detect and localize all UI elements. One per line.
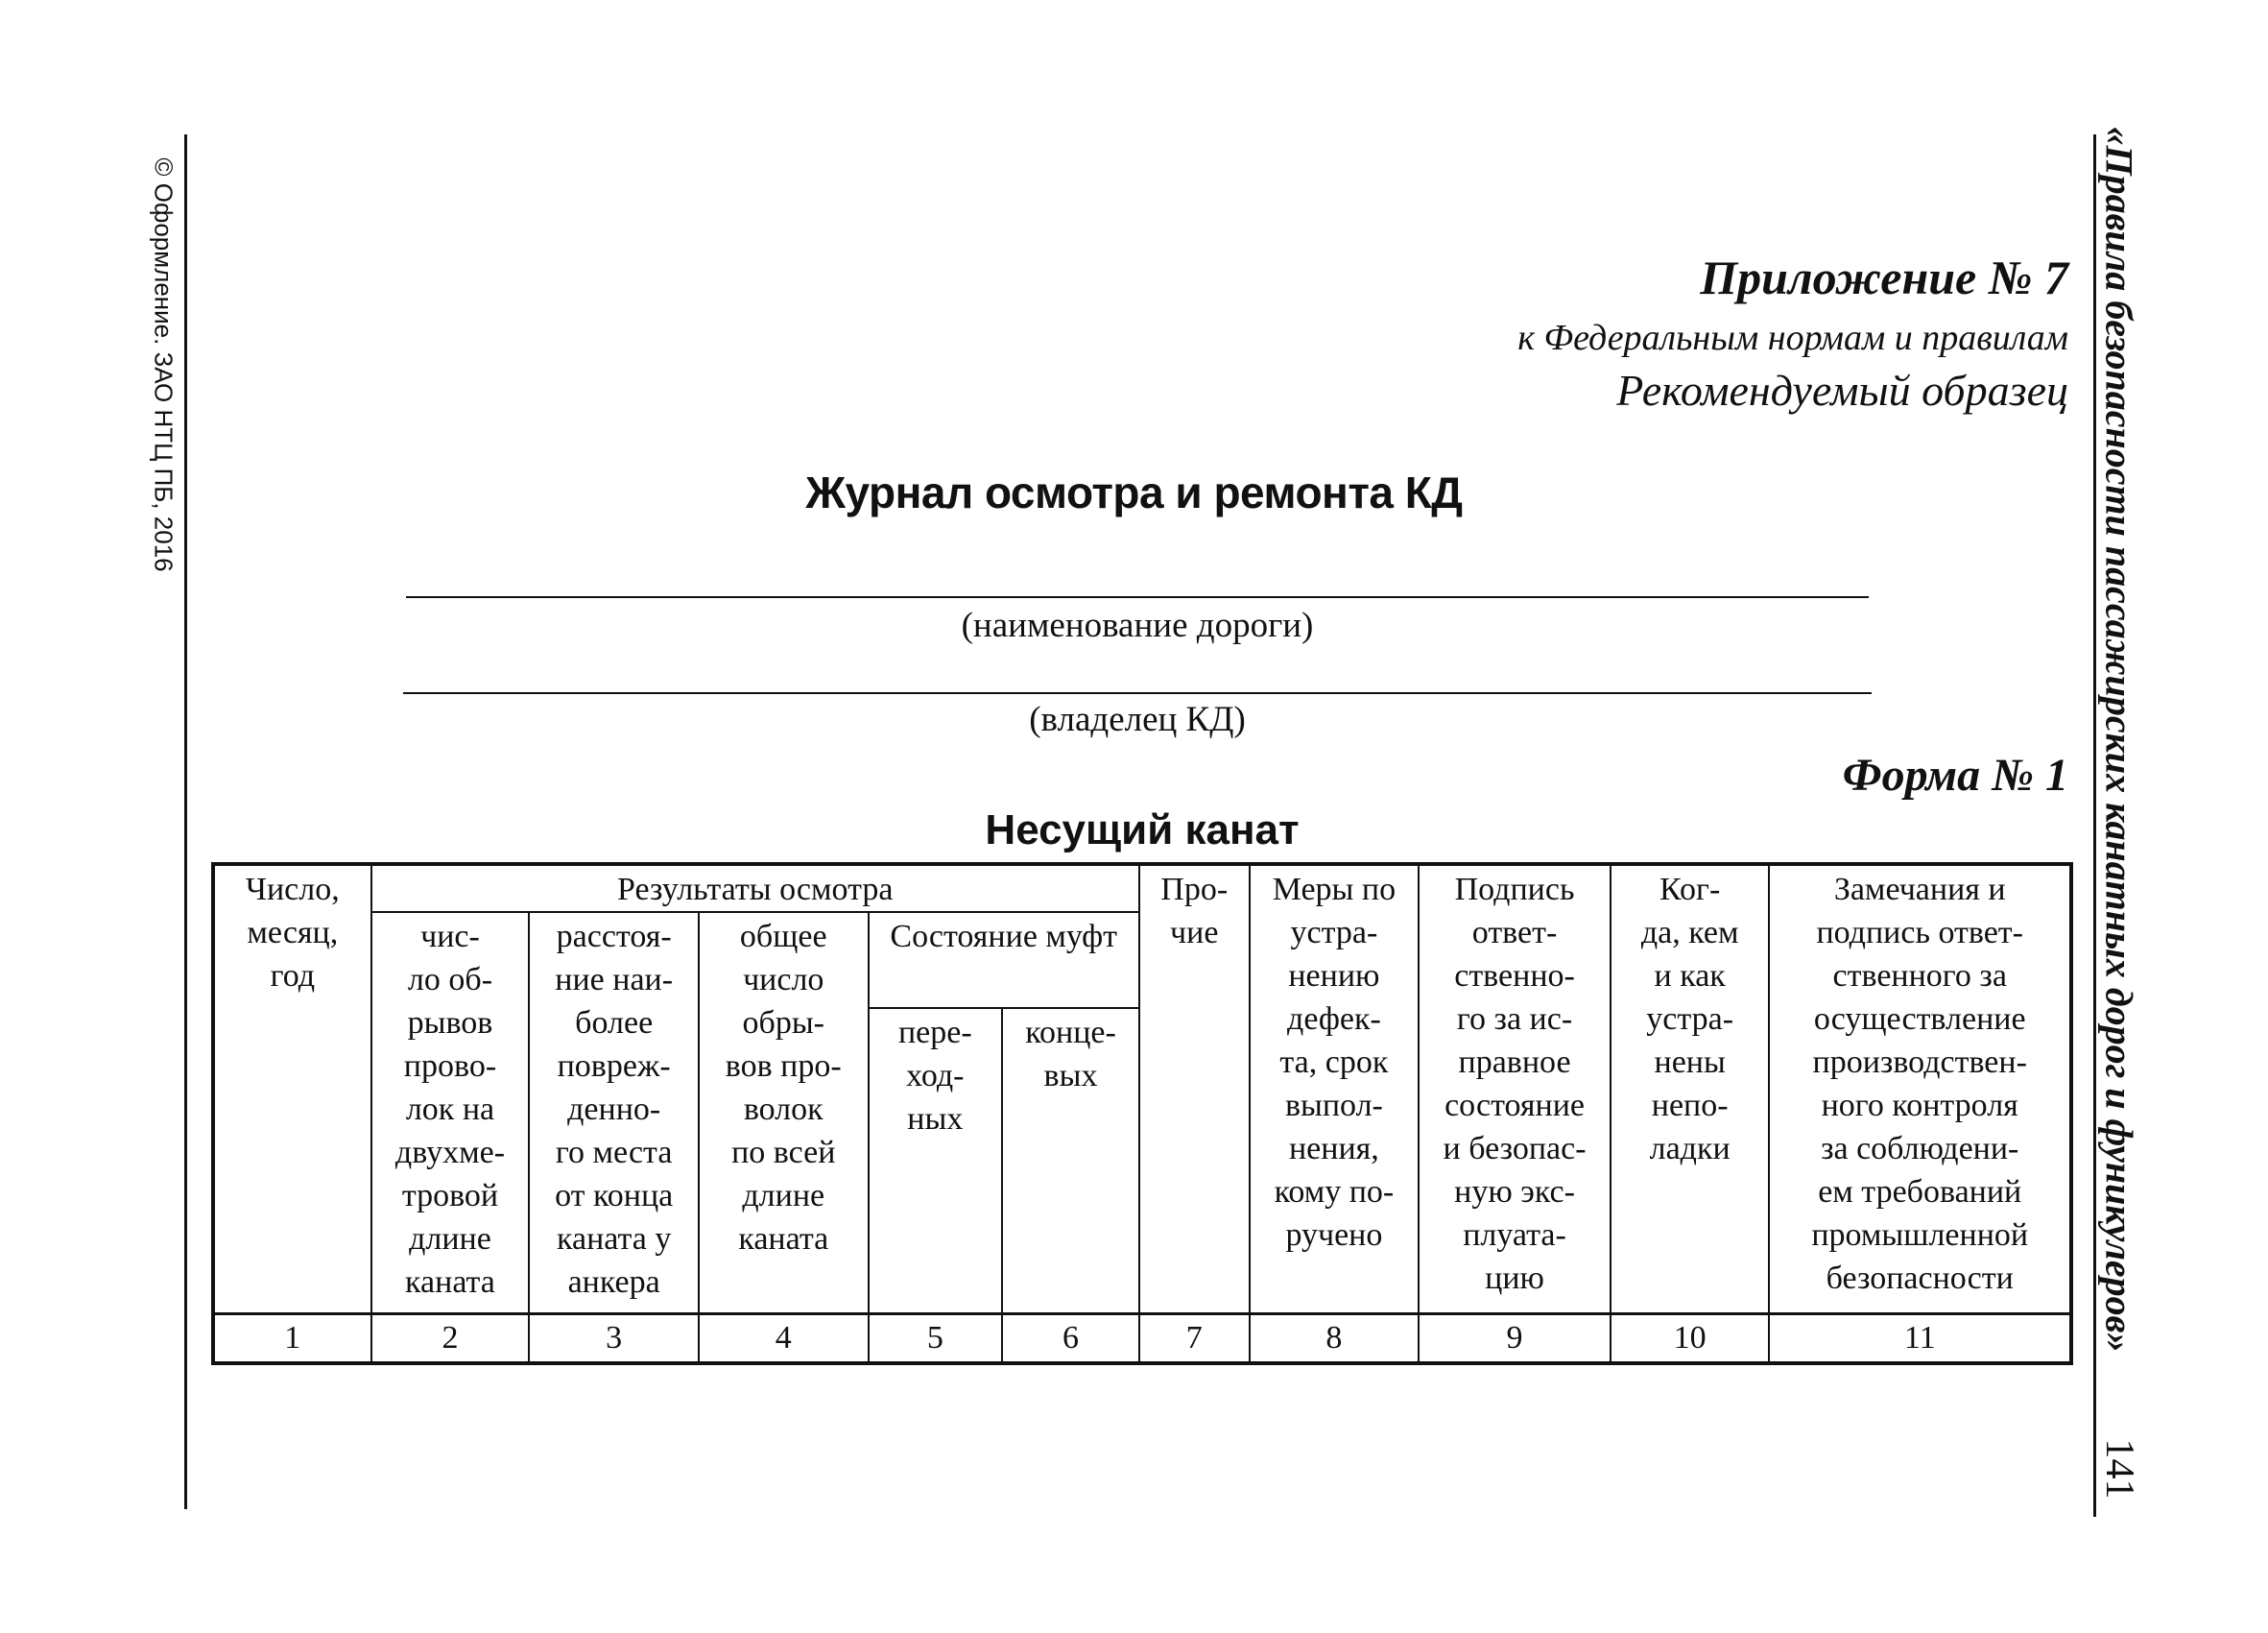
page-number: 141 [2097, 1438, 2141, 1500]
header-transitional: пере- ход- ных [869, 1008, 1003, 1313]
header-remarks: Замечания и подпись ответ- ственного за осуществление производствен- ного контроля за соблюдени- ем требований промышленной безопасности [1769, 864, 2071, 1313]
header-couplings: Состояние муфт [869, 912, 1139, 1008]
header-inspection-results-text: Результаты осмотра [617, 872, 894, 907]
left-margin-rule [184, 134, 187, 1509]
header-date [213, 864, 371, 1313]
annex-title: Приложение № 7 [1700, 251, 2068, 304]
annex-subtitle: к Федеральным нормам и правилам [1517, 318, 2068, 358]
header-date-text: Число, месяц, год [245, 872, 340, 994]
header-total-breaks: общее число обры- вов про- волок по всей длине каната [699, 912, 869, 1313]
road-name-line [406, 596, 1869, 598]
column-number: 10 [1611, 1313, 1770, 1363]
header-breaks-two-meter-text: чис- ло об- рывов прово- лок на двухме- тровой длине каната [394, 919, 506, 1300]
header-inspection-results [371, 864, 1139, 912]
form-label: Форма № 1 [1842, 750, 2068, 801]
inspection-log-table [211, 862, 2073, 1365]
header-signature: Подпись ответ- ственно- го за ис- правное состояние и безопас- ную экс- плуата- цию [1419, 864, 1611, 1313]
column-number-row [213, 1313, 2071, 1363]
owner-line [403, 692, 1872, 694]
column-number: 7 [1139, 1313, 1250, 1363]
column-number: 11 [1769, 1313, 2071, 1363]
column-number: 9 [1419, 1313, 1611, 1363]
road-name-caption: (наименование дороги) [961, 606, 1314, 645]
column-number: 4 [699, 1313, 869, 1363]
header-other: Про- чие [1139, 864, 1250, 1313]
column-number: 1 [213, 1313, 371, 1363]
running-series-title: «Правила безопасности пассажирских канатных дорог и фуникулеров» [2097, 126, 2141, 1353]
column-number: 3 [529, 1313, 699, 1363]
table-title: Несущий канат [985, 806, 1300, 853]
column-number: 6 [1002, 1313, 1139, 1363]
header-end: конце- вых [1002, 1008, 1139, 1313]
copyright-note: © Оформление. ЗАО НТЦ ПБ, 2016 [149, 157, 179, 572]
sample-label: Рекомендуемый образец [1616, 366, 2068, 415]
header-measures: Меры по устра- нению дефек- та, срок выпол- нения, кому по- ручено [1250, 864, 1420, 1313]
column-number: 2 [371, 1313, 530, 1363]
journal-title: Журнал осмотра и ремонта КД [805, 468, 1463, 517]
owner-caption: (владелец КД) [1029, 700, 1246, 739]
column-number: 5 [869, 1313, 1003, 1363]
header-distance: расстоя- ние наи- более повреж- денно- го места от конца каната у анкера [529, 912, 699, 1313]
column-number: 8 [1250, 1313, 1420, 1363]
header-fixed: Ког- да, кем и как устра- нены непо- ладки [1611, 864, 1770, 1313]
header-breaks-two-meter [371, 912, 530, 1313]
